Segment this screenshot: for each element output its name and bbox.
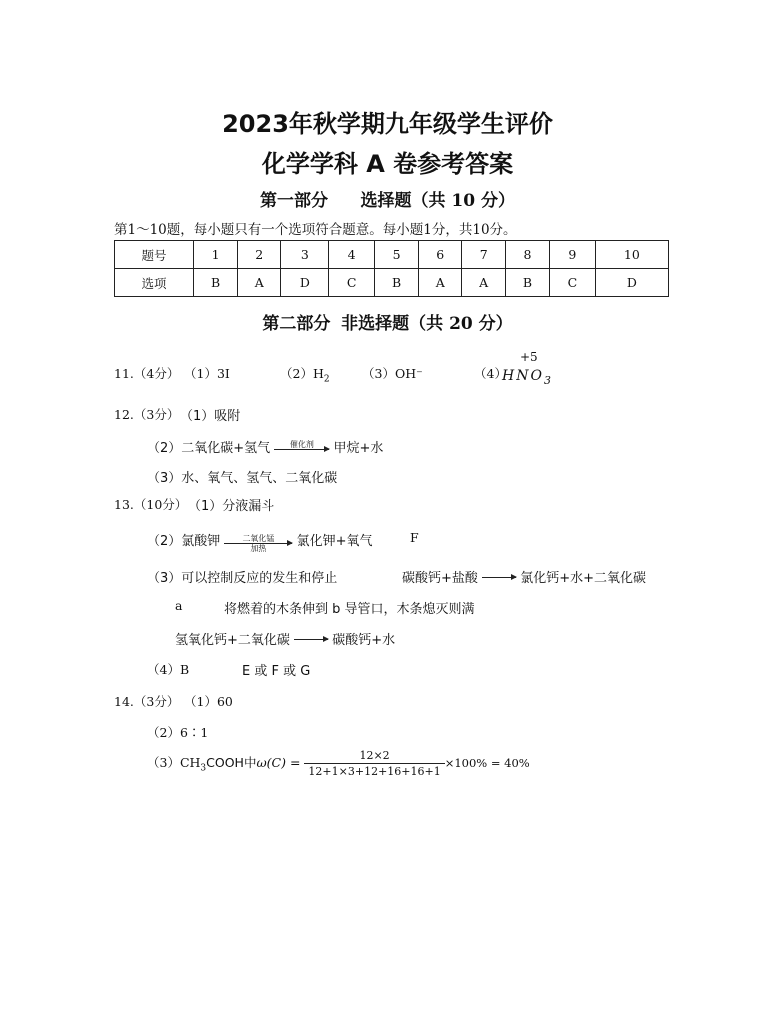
q11-formula-sub: 3: [543, 373, 553, 387]
answer-cell: D: [281, 269, 329, 297]
q13-answer-4: （4）B: [147, 662, 190, 677]
question-number: 3: [281, 241, 329, 269]
q14-head: 14.（3分）: [114, 694, 180, 709]
reaction-condition: 催化剂: [289, 439, 314, 449]
question-number: 10: [595, 241, 668, 269]
q13-reactants: 氯酸钾: [181, 534, 221, 549]
q13-answer-3-check: 将燃着的木条伸到 b 导管口，木条熄灭则满: [224, 602, 475, 617]
part1-title: 选择题（共 10 分）: [360, 191, 515, 211]
q12-products: 甲烷+水: [333, 441, 384, 456]
q14-formula-sub: 3: [200, 763, 207, 774]
answer-cell: C: [549, 269, 595, 297]
q14-formula-mid: COOH中: [206, 755, 257, 770]
answer-cell: A: [419, 269, 462, 297]
table-row-label: 题号: [115, 241, 194, 269]
document-title-line1: 2023年秋学期九年级学生评价: [222, 110, 553, 138]
q13-head: 13.（10分）: [114, 497, 188, 512]
mass-fraction: [304, 748, 444, 779]
q13-eq-right: 碳酸钙+水: [332, 633, 396, 648]
table-row-label: 选项: [115, 269, 194, 297]
answer-cell: B: [375, 269, 419, 297]
q12-answer-2-num: （2）: [147, 441, 182, 456]
q11-answer-2: [280, 364, 330, 385]
document-title-line2: 化学学科 A 卷参考答案: [261, 150, 514, 178]
q11-answer-2-sub: 2: [323, 374, 330, 385]
answer-cell: D: [595, 269, 668, 297]
q13-products: 氯化钾+氧气: [296, 534, 373, 549]
answer-cell: C: [329, 269, 375, 297]
q11-formula-text: HNO: [502, 368, 544, 384]
q13-eq-left: 氢氧化钙+二氧化碳: [175, 633, 290, 648]
answer-cell: B: [194, 269, 238, 297]
q11-answer-3: （3）OH⁻: [362, 366, 423, 381]
table-row: [115, 241, 669, 269]
answer-cell: A: [462, 269, 505, 297]
fraction-denominator: 12+1×3+12+16+16+1: [308, 765, 441, 778]
q14-answer-1: （1）60: [184, 694, 233, 709]
question-number: 8: [505, 241, 549, 269]
q12-answer-3: （3）水、氧气、氢气、二氧化碳: [147, 471, 338, 486]
part1-instructions: 第1～10题，每小题只有一个选项符合题意。每小题1分，共10分。: [114, 222, 517, 238]
answer-table: [114, 240, 669, 297]
q13-answer-3-equation: [175, 629, 395, 648]
q13-answer-2: [147, 530, 372, 551]
q13-answer-4-options: E 或 F 或 G: [242, 664, 311, 679]
q11-answer-4-formula: [502, 368, 553, 387]
part1-name: 第一部分: [260, 191, 329, 211]
part1-heading: [0, 186, 775, 211]
table-row: [115, 269, 669, 297]
q14-result: ×100% = 40%: [444, 756, 530, 770]
reaction-heat: 加热: [250, 544, 267, 553]
question-number: 2: [238, 241, 281, 269]
reaction-arrow: [482, 577, 516, 578]
q14-omega: ω(C) =: [256, 755, 301, 770]
q13-answer-3: （3）可以控制反应的发生和停止: [147, 571, 338, 586]
fraction-numerator: 12×2: [304, 748, 444, 764]
q14-formula-prefix: （3）CH: [147, 755, 201, 770]
q12-answer-1: （1）吸附: [180, 409, 241, 424]
question-number: 7: [462, 241, 505, 269]
q12-head: 12.（3分）: [114, 407, 180, 422]
question-number: 6: [419, 241, 462, 269]
question-number: 5: [375, 241, 419, 269]
q14-answer-3: [147, 748, 530, 779]
q13-answer-2-apparatus: F: [410, 530, 419, 545]
q11-answer-2-text: （2）H: [280, 366, 324, 381]
q12-reactants: 二氧化碳+氢气: [181, 441, 271, 456]
q13-answer-3-choice: a: [175, 598, 183, 613]
question-number: 1: [194, 241, 238, 269]
part2-name: 第二部分: [262, 314, 331, 334]
part2-heading: [0, 309, 775, 334]
q13-answer-3-reaction: [402, 567, 646, 586]
q13-reaction-right: 氯化钙+水+二氧化碳: [520, 571, 646, 586]
answer-cell: B: [505, 269, 549, 297]
reaction-catalyst: 二氧化锰: [242, 534, 275, 543]
part2-title: 非选择题（共 20 分）: [341, 314, 513, 334]
q12-answer-2: [147, 437, 383, 456]
reaction-arrow: [224, 534, 292, 553]
answer-cell: A: [238, 269, 281, 297]
q11-valence-mark: +5: [520, 350, 538, 364]
reaction-arrow: [294, 639, 328, 640]
q13-reaction-left: 碳酸钙+盐酸: [402, 571, 478, 586]
q11-answer-4-label: （4）: [474, 366, 507, 381]
reaction-arrow: [274, 440, 329, 450]
question-number: 4: [329, 241, 375, 269]
q11-head: 11.（4分）: [114, 366, 180, 381]
q14-answer-2: （2）6∶1: [147, 725, 209, 740]
q11-answer-1: （1）3I: [184, 366, 230, 381]
question-number: 9: [549, 241, 595, 269]
q13-answer-2-num: （2）: [147, 534, 182, 549]
q13-answer-1: （1）分液漏斗: [188, 499, 275, 514]
